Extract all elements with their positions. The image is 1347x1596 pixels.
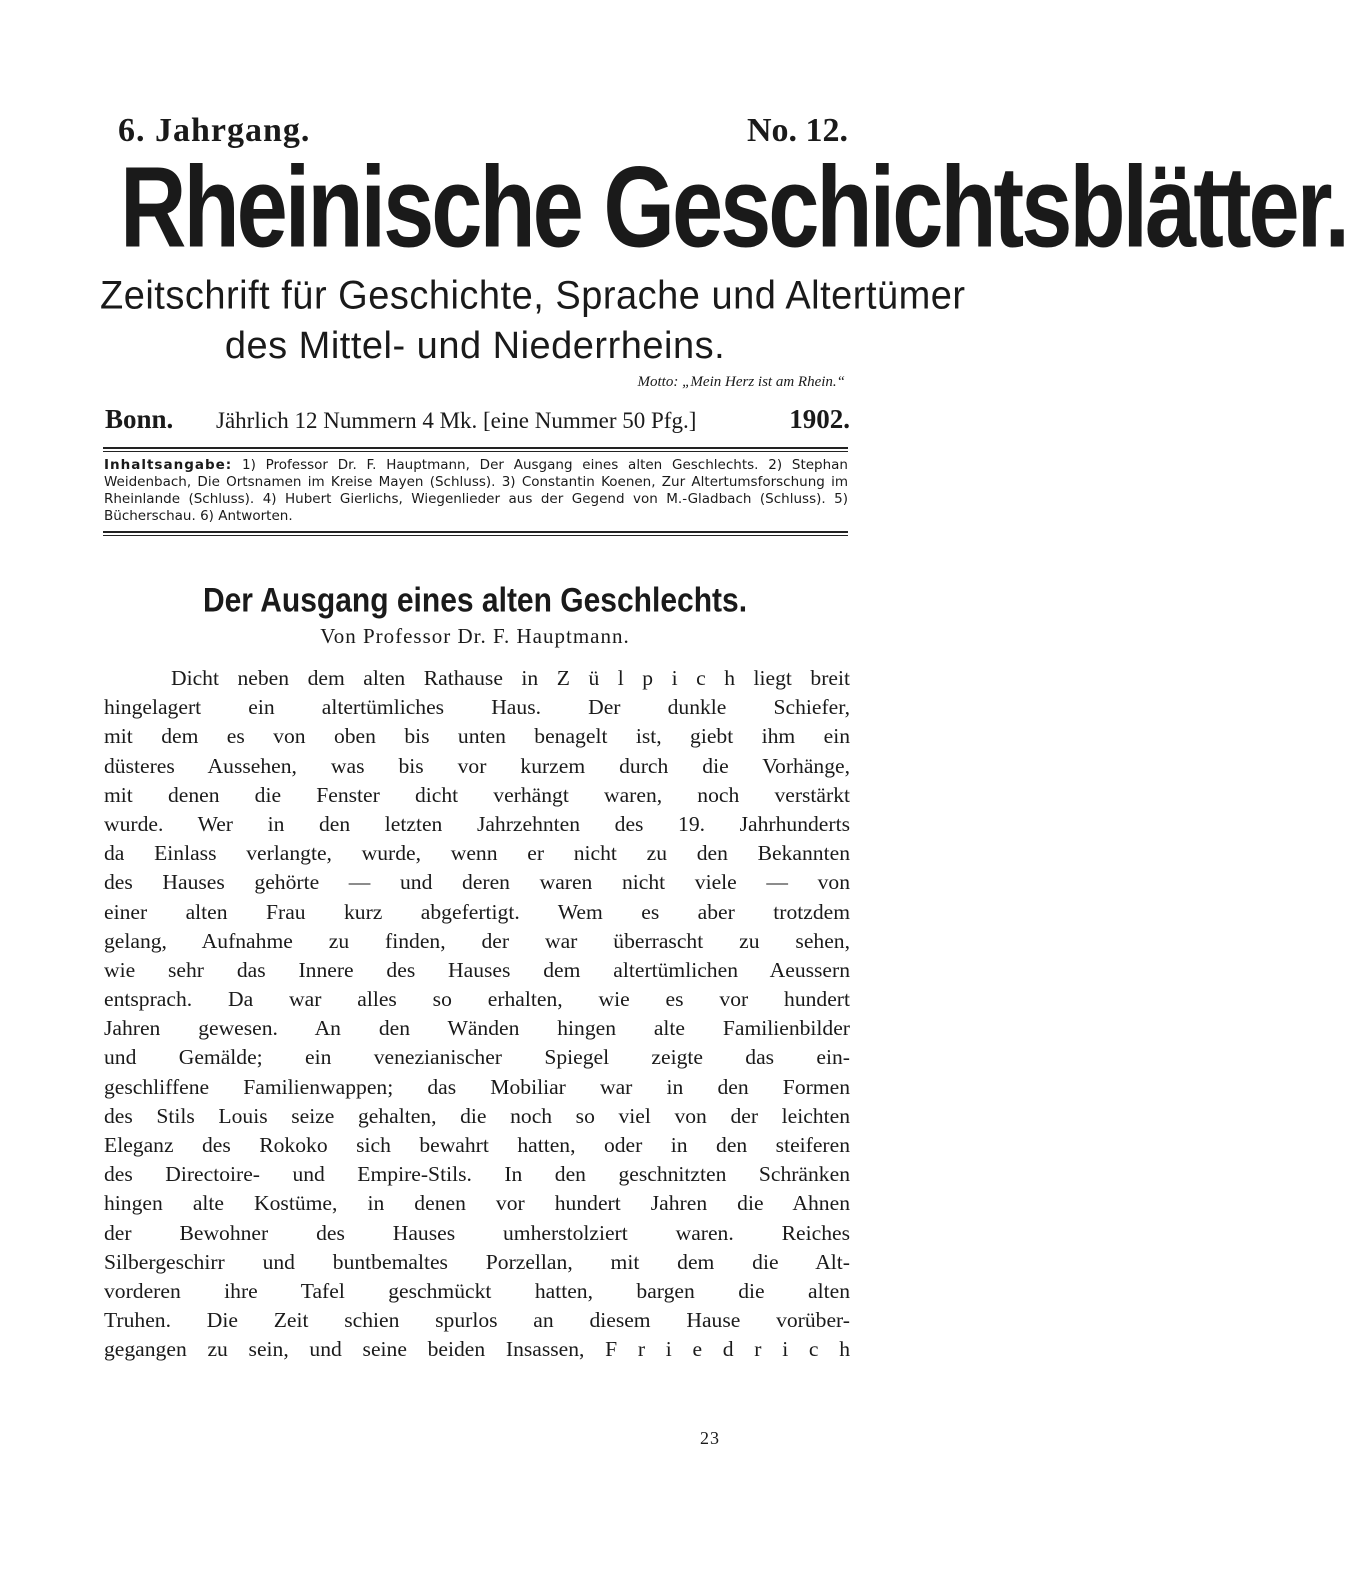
header-rule xyxy=(103,447,848,449)
body-line: Truhen. Die Zeit schien spurlos an diesem Hause vorüber- xyxy=(104,1308,850,1333)
volume-label: 6. Jahrgang. xyxy=(118,112,311,149)
body-line: einer alten Frau kurz abgefertigt. Wem es aber trotzdem xyxy=(104,899,850,924)
body-line: der Bewohner des Hauses umherstolziert waren. Reiches xyxy=(104,1220,850,1245)
body-line: Dicht neben dem alten Rathause in Z ü l p i c h liegt breit xyxy=(171,666,850,690)
article-byline: Von Professor Dr. F. Hauptmann. xyxy=(320,624,630,648)
body-line: hingen alte Kostüme, in denen vor hundert Jahren die Ahnen xyxy=(104,1191,850,1216)
body-line: des Hauses gehörte — und deren waren nicht viele — von xyxy=(104,870,850,895)
table-of-contents xyxy=(104,457,848,525)
contents-text: 1) Professor Dr. F. Hauptmann, Der Ausgang eines alten Geschlechts. 2) Stephan Weidenbach, Die Ortsnamen im Kreise Mayen (Schluss). 3) Constantin Koenen, Zur Altertumsforschung im Rheinlande (Schluss). 4) Hubert Gierlichs, Wiegenlieder aus der Gegend von M.-Gladbach (Schluss). 5) Bücherschau. 6) Antworten. xyxy=(104,457,848,524)
contents-lead: Inhaltsangabe: xyxy=(104,457,233,473)
body-line: Silbergeschirr und buntbemaltes Porzellan, mit dem die Alt- xyxy=(104,1249,850,1274)
header-rule-thin xyxy=(103,451,848,452)
body-line: entsprach. Da war alles so erhalten, wie es vor hundert xyxy=(104,987,850,1012)
body-line: da Einlass verlangte, wurde, wenn er nicht zu den Bekannten xyxy=(104,841,850,866)
article-body xyxy=(104,664,850,1365)
body-line: gelang, Aufnahme zu finden, der war überrascht zu sehen, xyxy=(104,928,850,953)
issue-number: No. 12. xyxy=(746,112,848,149)
page-number: 23 xyxy=(700,1428,720,1448)
body-line: mit dem es von oben bis unten benagelt ist, giebt ihm ein xyxy=(104,724,850,749)
year-label: 1902. xyxy=(789,404,850,434)
motto: Motto: „Mein Herz ist am Rhein.“ xyxy=(637,374,845,390)
body-line: vorderen ihre Tafel geschmückt hatten, bargen die alten xyxy=(104,1278,850,1303)
article-title: Der Ausgang eines alten Geschlechts. xyxy=(202,581,748,620)
contents-rule xyxy=(103,531,848,533)
body-line: gegangen zu sein, und seine beiden Insassen, F r i e d r i c h xyxy=(104,1337,850,1362)
body-line: geschliffene Familienwappen; das Mobiliar war in den Formen xyxy=(104,1074,850,1099)
price-info: Jährlich 12 Nummern 4 Mk. [eine Nummer 50 Pfg.] xyxy=(216,408,697,433)
subtitle-line-1: Zeitschrift für Geschichte, Sprache und Altertümer xyxy=(100,273,966,319)
body-line: und Gemälde; ein venezianischer Spiegel zeigte das ein- xyxy=(104,1045,850,1070)
body-line: des Directoire- und Empire-Stils. In den geschnitzten Schränken xyxy=(104,1162,850,1187)
body-line: düsteres Aussehen, was bis vor kurzem durch die Vorhänge, xyxy=(104,753,850,778)
body-line: wie sehr das Innere des Hauses dem altertümlichen Aeussern xyxy=(104,957,850,982)
masthead-title: Rheinische Geschichtsblätter. xyxy=(120,143,1347,272)
body-line: des Stils Louis seize gehalten, die noch so viel von der leichten xyxy=(104,1103,850,1128)
place-label: Bonn. xyxy=(105,404,174,434)
body-line: hingelagert ein altertümliches Haus. Der dunkle Schiefer, xyxy=(104,695,850,720)
body-line: Jahren gewesen. An den Wänden hingen alte Familienbilder xyxy=(104,1016,850,1041)
subtitle-line-2: des Mittel- und Niederrheins. xyxy=(224,325,726,367)
contents-rule-thin xyxy=(103,535,848,536)
body-line: mit denen die Fenster dicht verhängt waren, noch verstärkt xyxy=(104,782,850,807)
body-line: wurde. Wer in den letzten Jahrzehnten des 19. Jahrhunderts xyxy=(104,811,850,836)
body-line: Eleganz des Rokoko sich bewahrt hatten, oder in den steiferen xyxy=(104,1133,850,1157)
